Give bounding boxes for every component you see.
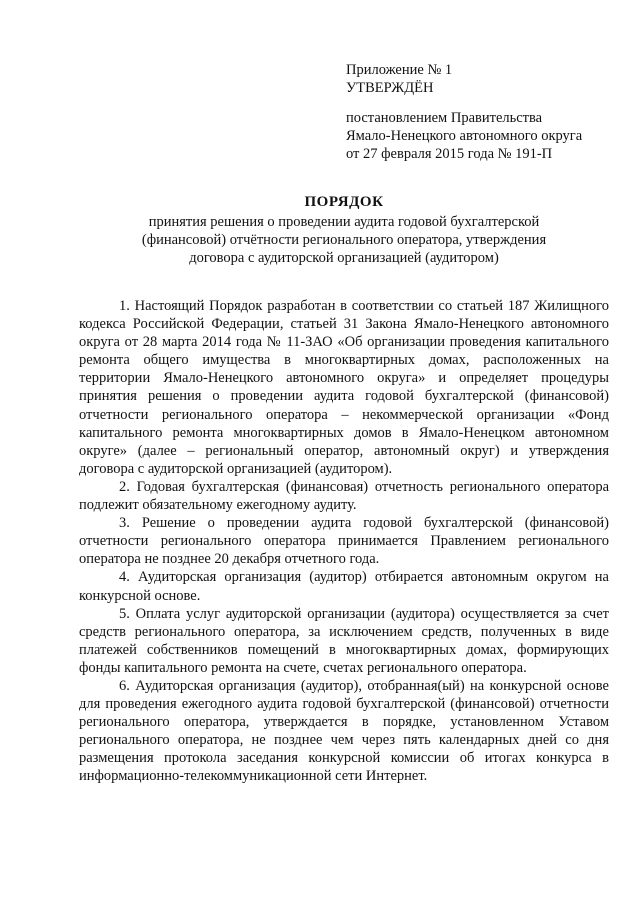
paragraph-1: 1. Настоящий Порядок разработан в соответствии со статьей 187 Жилищного кодекса Российской Федерации, статьей 31 Закона Ямало-Ненецкого автономного округа от 28 марта 2014 года № 11-ЗАО «Об организации проведения капитального ремонта общего имущества в многоквартирных домах, расположенных на территории Ямало-Ненецкого автономного округа» и определяет процедуры принятия решения о проведении аудита годовой бухгалтерской (финансовой) отчетности регионального оператора – некоммерческой организации «Фонд капитального ремонта многоквартирных домов в Ямало-Ненецком автономном округе» (далее – региональный оператор, автономный округ) и утверждения договора с аудиторской организацией (аудитором). [79, 298, 609, 477]
document-body [79, 297, 609, 786]
document-title: ПОРЯДОК [304, 194, 384, 210]
decree-line-3: от 27 февраля 2015 года № 191-П [346, 146, 553, 162]
paragraph-3: 3. Решение о проведении аудита годовой бухгалтерской (финансовой) отчетности регионального оператора принимается Правлением регионального оператора не позднее 20 декабря отчетного года. [79, 515, 609, 568]
appendix-label: Приложение № 1 [346, 62, 453, 78]
paragraph-2: 2. Годовая бухгалтерская (финансовая) отчетность регионального оператора подлежит обязательному ежегодному аудиту. [79, 478, 609, 514]
decree-line-2: Ямало-Ненецкого автономного округа [346, 128, 583, 144]
spacer [346, 97, 616, 109]
paragraph-6: 6. Аудиторская организация (аудитор), отобранная(ый) на конкурсной основе для проведения ежегодного аудита годовой бухгалтерской (финансовой) отчетности регионального оператора, утверждается в порядке, установленном Уставом регионального оператора, не позднее чем через пять календарных дней со дня размещения протокола заседания конкурсной комиссии об итогах конкурса в информационно-телекоммуникационной сети Интернет. [79, 677, 609, 785]
title-block [78, 193, 610, 267]
paragraph-4: 4. Аудиторская организация (аудитор) отбирается автономным округом на конкурсной основе. [79, 569, 609, 604]
decree-line-1: постановлением Правительства [346, 110, 543, 126]
document-subtitle: принятия решения о проведении аудита годовой бухгалтерской (финансовой) отчётности регионального оператора, утверждения договора с аудиторской организацией (аудитором) [141, 214, 547, 266]
approved-label: УТВЕРЖДЁН [346, 80, 434, 96]
approval-stamp [346, 61, 616, 163]
paragraph-5: 5. Оплата услуг аудиторской организации (аудитора) осуществляется за счет средств регионального оператора, за исключением средств, полученных в виде платежей собственников помещений в многоквартирных домах, формирующих фонды капитального ремонта на счете, счетах регионального оператора. [79, 605, 609, 676]
